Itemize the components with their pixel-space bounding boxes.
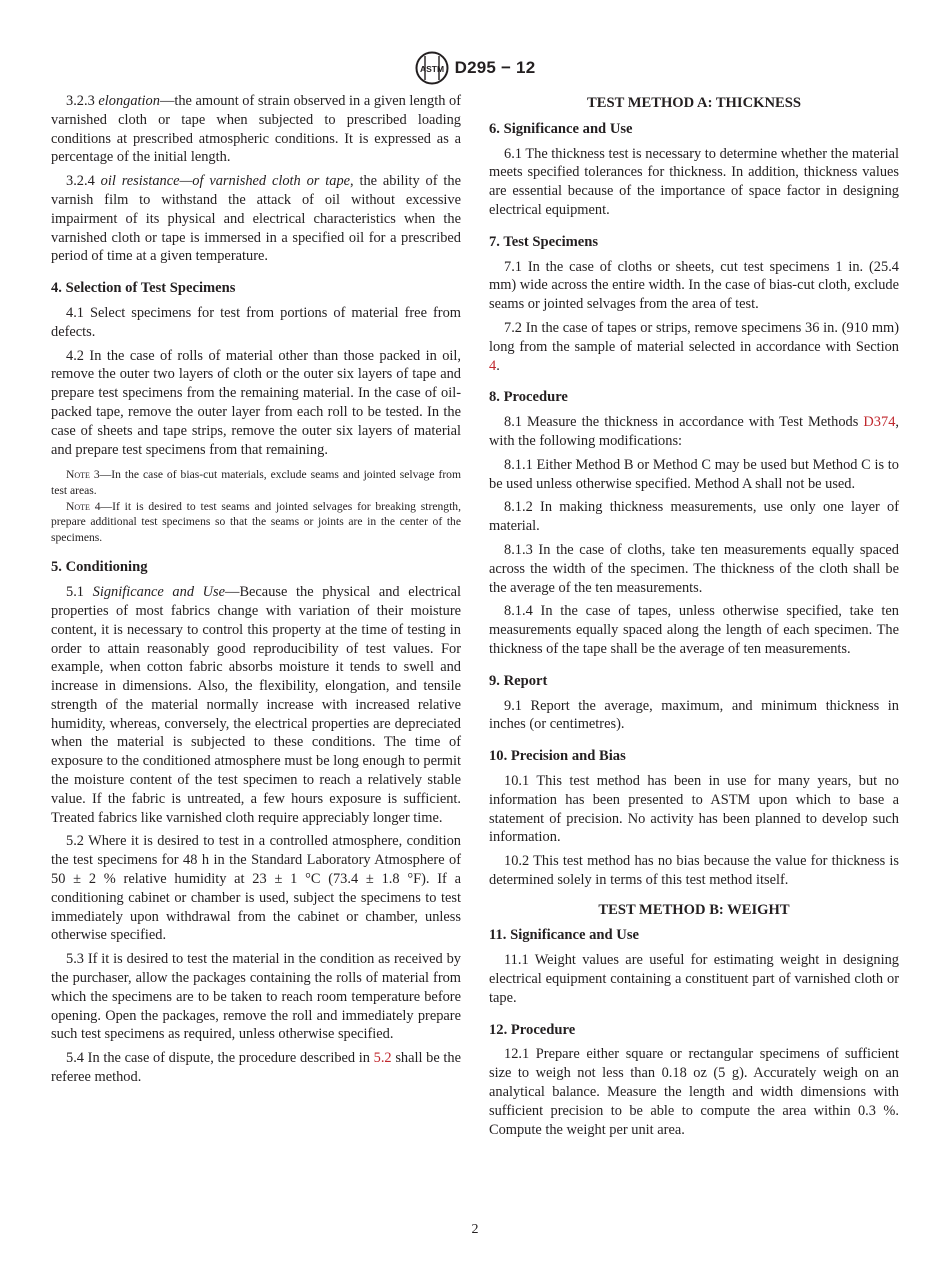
right-column xyxy=(489,92,899,1144)
para-8-1-1: 8.1.1 Either Method B or Method C may be used but Method C is to be used unless otherwise specified. Method A shall not be used. xyxy=(489,456,899,492)
para-11-1: 11.1 Weight values are useful for estimating weight in designing electrical equipment containing a constituent part of varnished cloth or tape. xyxy=(489,952,899,1006)
link-section-5-2[interactable]: 5.2 xyxy=(373,1050,392,1067)
para-5-4: 5.4 In the case of dispute, the procedure described in 5.2 shall be the referee method. xyxy=(51,1050,461,1086)
section-12-heading: 12. Procedure xyxy=(489,1021,576,1038)
section-7-heading: 7. Test Specimens xyxy=(489,233,599,250)
left-column xyxy=(51,92,461,1092)
para-8-1-2: 8.1.2 In making thickness measurements, use only one layer of material. xyxy=(489,499,899,535)
para-9-1: 9.1 Report the average, maximum, and minimum thickness in inches (or centimetres). xyxy=(489,697,899,733)
para-12-1: 12.1 Prepare either square or rectangular specimens of sufficient size to weigh not less than 0.18 oz (5 g). Accurately weigh on an analytical balance. Measure the length and width dimensions with sufficient precision to be able to compute the area within 0.3 %. Compute the weight per unit area. xyxy=(489,1046,899,1138)
page-header xyxy=(0,50,950,86)
logo-text: ASTM xyxy=(419,64,444,74)
para-4-1: 4.1 Select specimens for test from portions of material free from defects. xyxy=(51,304,461,340)
document-designation: D295 − 12 xyxy=(454,58,536,77)
page-number: 2 xyxy=(471,1222,479,1237)
link-d374[interactable]: D374 xyxy=(863,414,896,431)
para-8-1-3: 8.1.3 In the case of cloths, take ten measurements equally spaced across the width of the specimen. The thickness of the cloth shall be the average of the ten measurements. xyxy=(489,541,899,596)
para-8-1: 8.1 Measure the thickness in accordance with Test Methods D374, with the following modifications: xyxy=(489,414,899,449)
para-10-2: 10.2 This test method has no bias because the value for thickness is determined solely in terms of this test method itself. xyxy=(489,853,899,888)
para-7-2: 7.2 In the case of tapes or strips, remove specimens 36 in. (910 mm) long from the sample of material selected in accordance with Section 4. xyxy=(489,319,899,374)
para-5-2: 5.2 Where it is desired to test in a controlled atmosphere, condition the test specimens for 48 h in the Standard Laboratory Atmosphere of 50 ± 2 % relative humidity at 23 ± 1 °C (73.4 ± 1.8 °F). If a conditioning cabinet or chamber is used, subject the specimens to test immediately upon withdrawal from the cabinet or chamber, unless otherwise specified. xyxy=(51,833,461,944)
para-3-2-4: 3.2.4 oil resistance—of varnished cloth or tape, the ability of the varnish film to withstand the attack of oil without excessive impairment of its physical and electrical characteristics when the varnished cloth or tape is immersed in a specified oil for a prescribed period of time at a given temperature. xyxy=(51,173,461,265)
para-7-1: 7.1 In the case of cloths or sheets, cut test specimens 1 in. (25.4 mm) wide across the entire width. In the case of bias-cut cloth, exclude seams or jointed selvages from the area of test. xyxy=(489,258,899,313)
para-6-1: 6.1 The thickness test is necessary to determine whether the material meets specified tolerances for thickness. In addition, thickness values are essential because of the importance of space factor in designing electrical equipment. xyxy=(489,145,899,218)
note-4: Note 4—If it is desired to test seams and jointed selvages for breaking strength, prepare additional test specimens so that the seams or joints are in the center of the specimens. xyxy=(51,499,461,544)
method-b-title: TEST METHOD B: WEIGHT xyxy=(598,901,790,918)
section-8-heading: 8. Procedure xyxy=(489,389,568,406)
section-10-heading: 10. Precision and Bias xyxy=(489,748,626,765)
section-5-heading: 5. Conditioning xyxy=(51,559,148,576)
section-9-heading: 9. Report xyxy=(489,672,548,689)
para-4-2: 4.2 In the case of rolls of material other than those packed in oil, remove the outer two layers of cloth or the outer six layers of tape and prepare test specimens from the remaining material. In the case of oil-packed tape, remove the outer layer from each roll to be tested. In the case of sheets and tape strips, remove the outer six layers of material and prepare test specimens from that remaining. xyxy=(51,347,461,458)
para-5-1: 5.1 Significance and Use—Because the physical and electrical properties of most fabrics change with variation of their moisture content, it is necessary to control this property at the time of testing in order to attain reasonably good reproducibility of test values. For example, when cotton fabric absorbs moisture it tends to swell and increase in dimensions. Also, the flexibility, elongation, and tensile strength of the material normally increase with increased relative humidity, whereas, conversely, the electrical properties are depreciated when the material is subjected to these conditions. The time of exposure to the conditioned atmosphere must be long enough to permit the moisture content of the test specimen to reach a relatively stable value. If the fabric is untreated, a few hours exposure is sufficient. Treated fabrics like varnished cloth require appreciably longer time. xyxy=(51,584,461,826)
note-3: Note 3—In the case of bias-cut materials, exclude seams and jointed selvage from test areas. xyxy=(51,468,461,497)
link-section-4[interactable]: 4 xyxy=(489,357,497,374)
astm-logo-icon xyxy=(415,51,449,85)
section-6-heading: 6. Significance and Use xyxy=(489,120,633,137)
method-a-title: TEST METHOD A: THICKNESS xyxy=(587,95,801,111)
section-11-heading: 11. Significance and Use xyxy=(489,927,640,944)
para-5-3: 5.3 If it is desired to test the material in the condition as received by the purchaser, allow the packages containing the rolls of material from which the specimens are to be taken to reach room temperature before opening. Open the packages, remove the roll and immediately prepare such test specimens as required, unless otherwise specified. xyxy=(51,951,461,1043)
section-4-heading: 4. Selection of Test Specimens xyxy=(51,280,236,297)
para-8-1-4: 8.1.4 In the case of tapes, unless otherwise specified, take ten measurements equally spaced along the length of each specimen. The thickness of the tape shall be the average of ten measurements. xyxy=(489,603,899,657)
para-3-2-3: 3.2.3 elongation—the amount of strain observed in a given length of varnished cloth or tape when subjected to prescribed loading conditions at prescribed atmospheric conditions. It is expressed as a percentage of the initial length. xyxy=(51,93,461,166)
para-10-1: 10.1 This test method has been in use for many years, but no information has been presented to ASTM upon which to base a statement of precision. No activity has been planned to develop such information. xyxy=(489,772,899,846)
